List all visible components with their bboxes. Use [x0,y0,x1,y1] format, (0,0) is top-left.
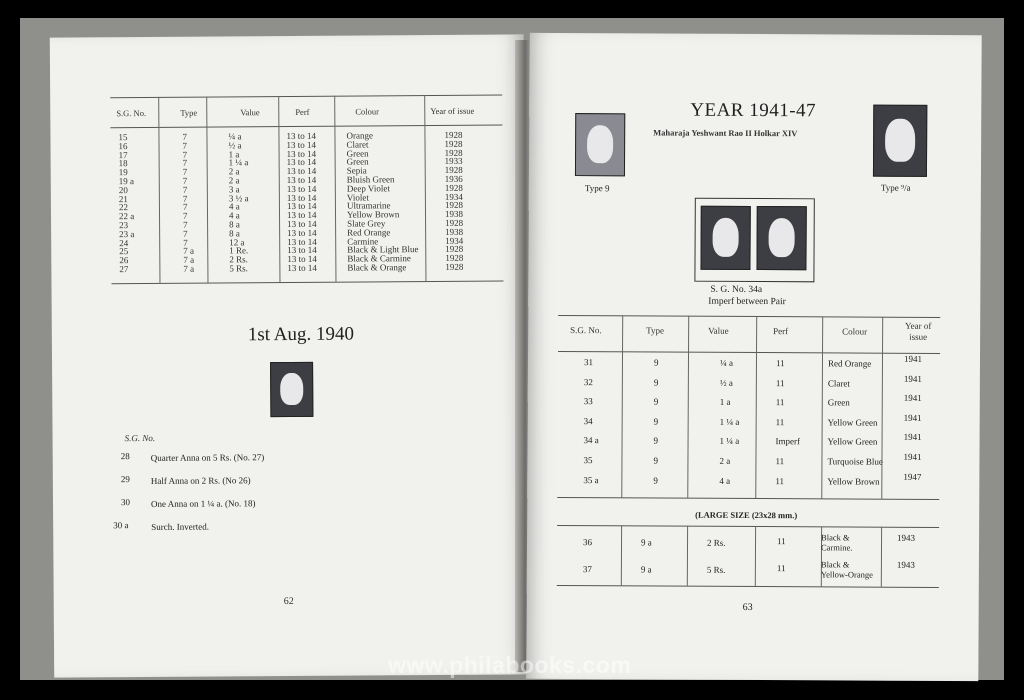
cell-sg: 18 [118,158,128,169]
cell-value: 4 a [228,201,240,212]
cell-value: 3 a [228,184,240,195]
cell-sg: 17 [118,149,128,160]
cell-year: 1928 [444,200,463,211]
list-item [120,495,425,511]
cell-type: 9 [653,416,659,427]
table-row [557,453,939,473]
subheading: Maharaja Yeshwant Rao II Holkar XIV [653,127,798,139]
cell-type: 7 [182,158,188,169]
cell-perf: 11 [777,536,786,547]
cell-colour: Black & Yellow-Orange [820,559,873,580]
table-row [558,375,940,395]
table-row [558,394,940,414]
cell-type: 9 [653,475,658,486]
cell-year: 1938 [444,208,464,220]
cell-perf: 13 to 14 [286,130,317,142]
cell-perf: 11 [775,358,785,369]
cell-perf: 13 to 14 [286,139,317,150]
table-rule [110,125,502,129]
table-rule [110,95,502,99]
cell-value: ½ a [228,140,242,151]
surcharge-text: Quarter Anna on 5 Rs. (No. 27) [150,452,265,463]
cell-colour: Claret [346,139,369,150]
left-page [50,34,528,677]
surcharge-text: Surch. Inverted. [151,521,209,532]
cell-type: 7 [182,149,188,160]
cell-perf: 13 to 14 [286,183,317,194]
cell-perf: 11 [775,377,785,388]
cell-value: 8 a [229,228,240,239]
table-row [111,263,503,275]
cell-year: 1928 [444,129,463,140]
cell-colour: Ultramarine [346,200,391,211]
cell-colour: Turquoise Blue [827,456,883,467]
col-header-colour: Colour [842,326,868,337]
cell-sg: 35 a [583,474,599,485]
cell-value: 1 Re. [229,245,249,256]
cell-value: 2 a [228,166,240,177]
cell-sg: 15 [118,132,128,143]
col-header-value: Value [708,325,729,336]
page-number: 63 [742,601,753,613]
cell-year: 1934 [444,191,463,202]
right-page [526,33,981,681]
cell-type: 7 a [183,263,195,274]
cell-sg: 37 [582,564,592,575]
cell-year: 1928 [445,261,464,272]
cell-sg: 34 a [583,435,599,446]
cell-value: ¼ a [228,131,242,142]
cell-value: 4 a [719,475,731,486]
cell-value: 5 Rs. [706,564,726,575]
cell-year: 1938 [445,226,464,237]
cell-type: 7 [182,131,188,142]
surcharge-number: 30 [120,497,131,508]
cell-value: 1 a [719,397,731,408]
stamp-type9a [873,105,927,177]
cell-type: 7 [182,184,188,195]
page-number: 62 [283,595,294,608]
table-row [557,558,939,584]
cell-type: 9 [653,455,658,466]
cell-perf: 11 [775,416,785,427]
cell-sg: 32 [583,376,593,387]
cell-colour: Slate Grey [347,218,386,229]
cell-sg: 22 a [118,211,135,222]
stamp-type9 [575,113,625,176]
cell-sg: 19 [118,167,128,178]
cell-perf: 11 [775,397,785,408]
cell-value: 1 ¼ a [719,416,740,427]
cell-perf: 13 to 14 [286,148,317,159]
cell-perf: 13 to 14 [286,192,317,203]
cell-perf: 11 [776,563,786,574]
col-header-perf: Perf [773,326,789,337]
cell-year: 1943 [897,532,916,543]
cell-sg: 35 [583,455,593,466]
cell-type: 9 [653,435,659,446]
cell-type: 7 [182,202,188,213]
list-item [120,449,425,465]
stamp-pair-right [756,206,806,270]
cell-colour: Orange [346,130,373,141]
cell-colour: Green [346,156,369,167]
list-item [120,472,425,488]
cell-type: 7 [182,193,188,204]
cell-sg: 27 [119,264,129,275]
cell-type: 7 [183,237,188,248]
cell-type: 9 a [641,537,652,548]
cell-sg: 26 [119,255,129,266]
cell-year: 1941 [903,412,922,423]
surcharge-text: One Anna on 1 ¼ a. (No. 18) [150,498,256,509]
cell-type: 9 a [640,564,652,575]
cell-colour: Black & Carmine. [820,532,853,553]
cell-colour: Deep Violet [346,183,390,194]
cell-sg: 23 [119,220,129,231]
year-heading: YEAR 1941-47 [690,99,817,122]
cell-colour: Black & Carmine [347,253,411,264]
col-header-value: Value [240,107,260,118]
cell-value: 12 a [229,236,245,248]
cell-type: 7 a [183,254,195,265]
cell-type: 7 [182,140,188,151]
cell-colour: Black & Orange [347,262,407,273]
cell-sg: 36 [583,537,593,548]
cell-colour: Carmine [347,235,379,247]
cell-colour: Red Orange [347,227,391,238]
table-row [557,531,939,557]
cell-perf: 13 to 14 [287,245,317,256]
cell-type: 7 [183,228,188,239]
cell-type: 9 [653,377,659,388]
cell-colour: Claret [827,377,850,389]
list-item [113,518,425,534]
table-row [558,355,940,375]
cell-sg: 22 [118,202,128,213]
cell-year: 1928 [444,147,463,158]
cell-colour: Green [827,397,850,408]
cell-colour: Green [346,148,369,159]
cell-year: 1936 [444,173,463,184]
col-header-perf: Perf [295,106,310,117]
col-header-colour: Colour [355,106,379,117]
cell-sg: 21 [118,193,128,204]
cell-year: 1928 [445,252,464,264]
cell-type: 7 [182,210,188,221]
surcharge-text: Half Anna on 2 Rs. (No 26) [150,475,251,486]
stamp-image [270,362,313,417]
cell-perf: 11 [775,456,785,467]
cell-type: 7 [182,175,188,186]
cell-sg: 20 [118,184,128,195]
cell-value: ½ a [719,377,733,388]
cell-sg: 34 [583,415,593,426]
cell-value: ¼ a [719,357,733,368]
col-header-year: Year of issue [904,320,932,342]
cell-colour: Yellow Green [827,417,878,428]
cell-sg: 31 [583,357,593,368]
cell-year: 1928 [445,244,464,255]
cell-year: 1934 [445,235,464,246]
cell-perf: 13 to 14 [287,227,317,238]
stamp-pair-left [700,206,750,270]
col-header-sg: S.G. No. [116,107,147,119]
col-header-year: Year of issue [430,105,475,117]
cell-sg: 25 [119,246,129,257]
cell-sg: 16 [118,140,128,151]
cell-value: 1 ¼ a [228,157,249,168]
cell-year: 1941 [903,373,922,384]
pair-caption-2: Imperf between Pair [708,296,786,308]
cell-sg: 24 [119,237,129,248]
table-rule [111,281,503,285]
cell-year: 1941 [903,392,922,404]
cell-colour: Violet [346,192,369,203]
cell-type: 7 a [183,246,195,257]
cell-colour: Yellow Green [827,436,878,448]
surcharge-number: 30 a [113,520,129,531]
cell-perf: 11 [775,475,785,486]
cell-sg: 19 a [118,176,135,187]
table-row [557,473,939,493]
cell-type: 7 [183,219,188,230]
cell-type: 9 [653,357,659,368]
watermark: www.philabooks.com [388,652,632,678]
cell-perf: 13 to 14 [287,218,317,230]
cell-value: 3 ½ a [228,192,249,204]
cell-value: 5 Rs. [229,263,248,274]
table-row [558,433,940,453]
cell-value: 2 a [719,455,731,466]
surcharge-list [113,449,425,532]
cell-perf: 13 to 14 [287,253,317,265]
cell-perf: Imperf [775,436,801,447]
cell-sg: 23 a [119,228,135,239]
surcharge-number: 29 [120,474,130,485]
cell-year: 1928 [444,138,463,149]
cell-value: 2 a [228,175,240,186]
cell-value: 2 Rs. [707,537,726,548]
cell-value: 1 a [228,148,240,160]
cell-value: 2 Rs. [229,254,248,265]
cell-perf: 13 to 14 [287,262,317,274]
table-row [558,414,940,434]
cell-year: 1947 [903,471,922,482]
large-size-label: (LARGE SIZE (23x28 mm.) [695,509,798,521]
cell-year: 1933 [444,156,463,167]
cell-year: 1928 [444,182,463,193]
type9-caption: Type 9 [584,183,610,194]
left-table-body [110,129,502,275]
cell-colour: Sepia [346,165,367,176]
cell-colour: Yellow Brown [346,209,400,220]
cell-year: 1941 [903,432,922,443]
cell-perf: 13 to 14 [286,165,317,177]
cell-year: 1928 [444,164,463,176]
cell-perf: 13 to 14 [286,157,317,168]
cell-colour: Black & Light Blue [347,244,419,255]
col-header-type: Type [180,107,198,118]
cell-sg: 33 [583,396,593,407]
surcharge-number: 28 [120,451,130,462]
cell-colour: Red Orange [827,358,872,369]
cell-colour: Bluish Green [346,174,395,185]
cell-year: 1941 [903,353,923,364]
col-header-sg: S.G. No. [570,325,602,336]
cell-year: 1941 [903,451,922,462]
sg-label: S.G. No. [124,432,156,444]
cell-colour: Yellow Brown [827,475,880,487]
cell-year: 1928 [445,217,464,228]
type9a-caption: Type ⁹/a [880,182,911,193]
cell-year: 1943 [896,559,915,570]
section-heading: 1st Aug. 1940 [247,323,355,346]
cell-value: 1 ¼ a [719,436,740,447]
cell-perf: 13 to 14 [286,209,317,221]
cell-type: 9 [653,396,659,407]
cell-perf: 13 to 14 [286,174,317,186]
cell-value: 4 a [228,210,240,221]
cell-type: 7 [182,166,188,177]
col-header-type: Type [646,325,665,336]
cell-perf: 13 to 14 [286,201,317,212]
cell-perf: 13 to 14 [287,236,317,247]
cell-value: 8 a [229,219,240,230]
pair-caption-1: S. G. No. 34a [710,284,763,296]
